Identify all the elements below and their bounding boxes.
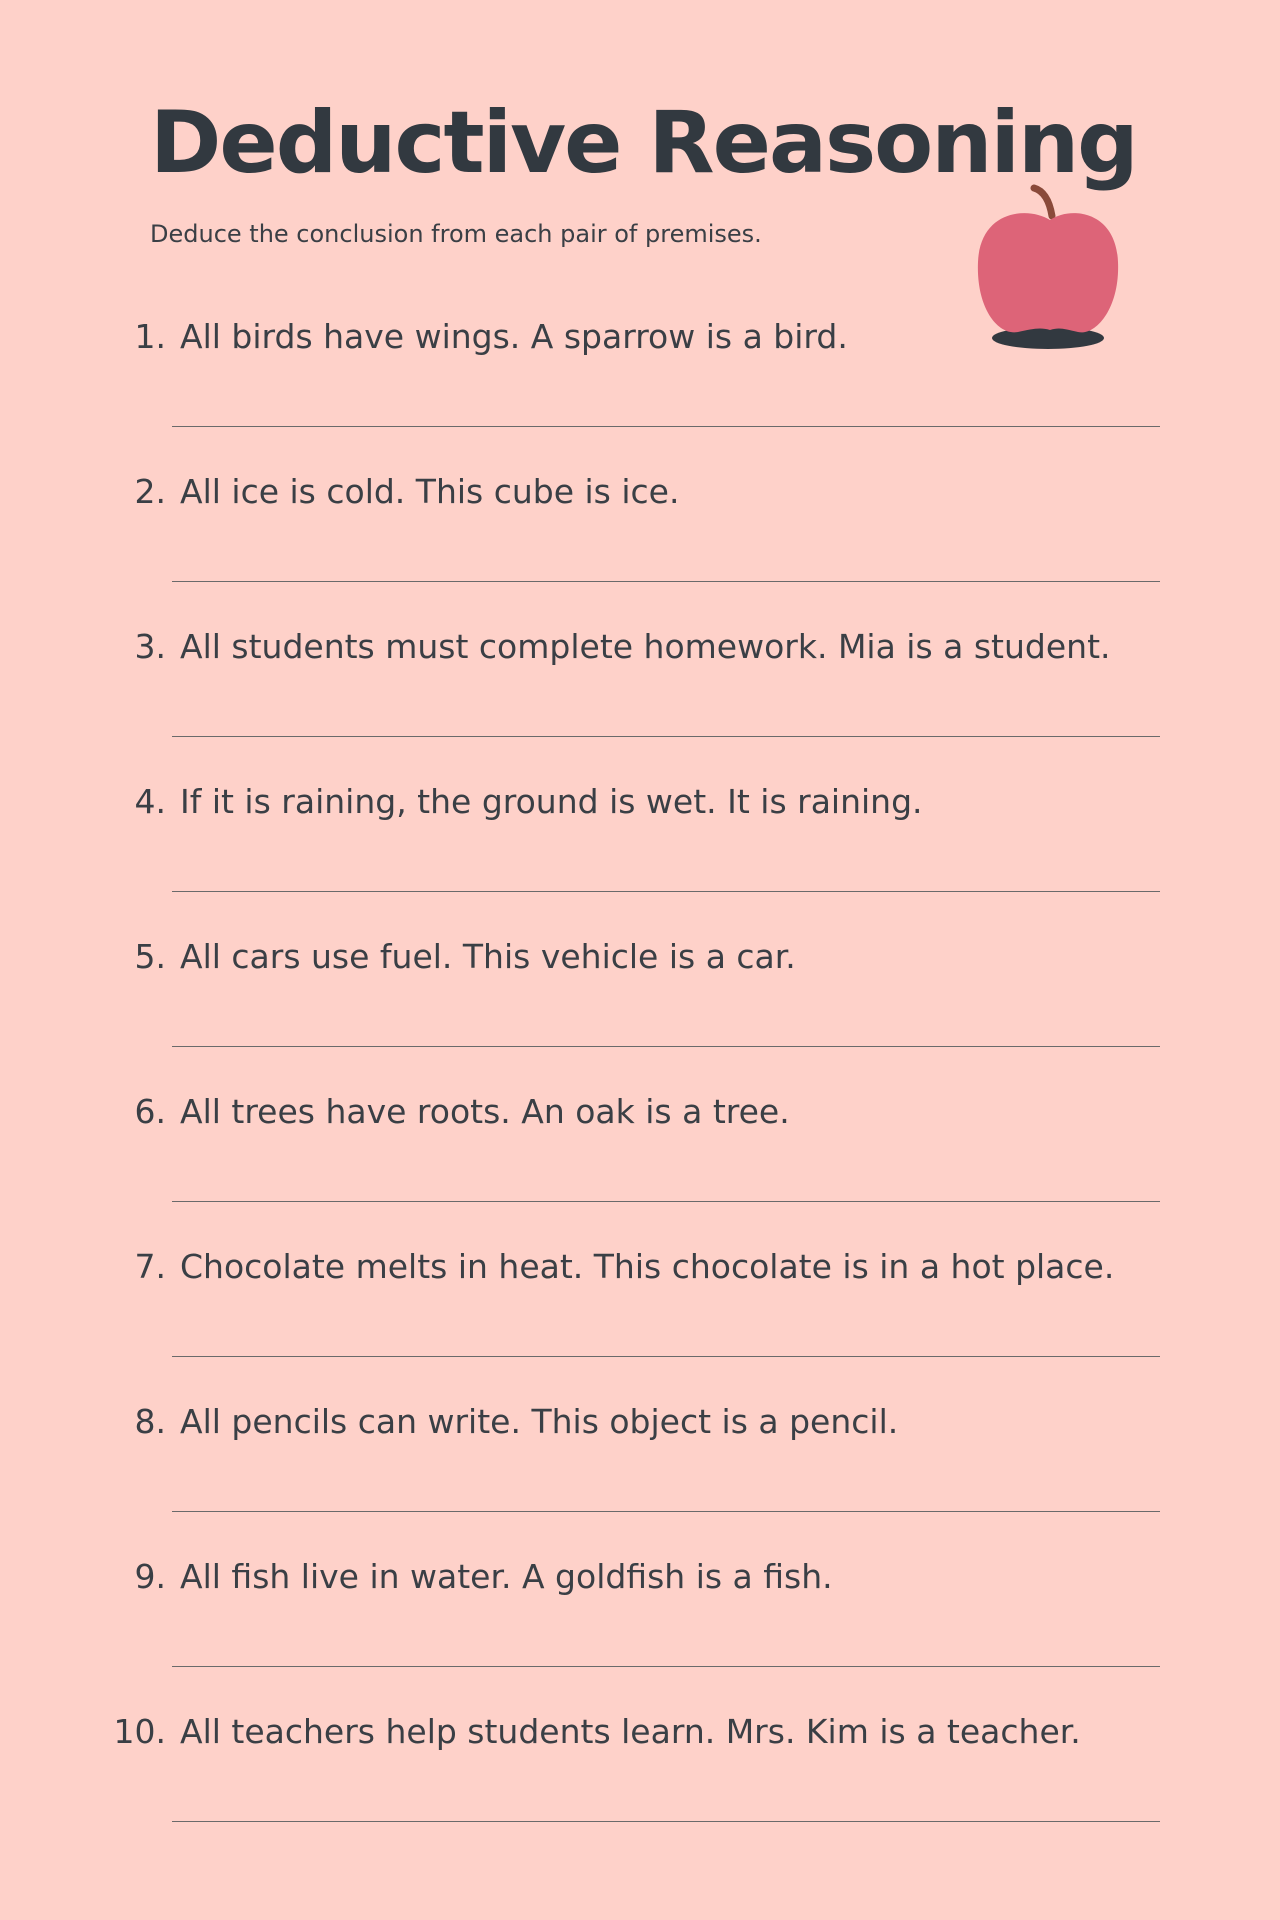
question-number: 1. — [134, 317, 166, 356]
question-text: If it is raining, the ground is wet. It is raining. — [180, 782, 923, 821]
question-number: 10. — [113, 1712, 166, 1751]
question-item — [0, 937, 1280, 1092]
question-number: 5. — [134, 937, 166, 976]
question-item — [0, 627, 1280, 782]
question-text: All cars use fuel. This vehicle is a car. — [180, 937, 796, 976]
page-title: Deductive Reasoning — [150, 93, 1137, 193]
answer-line[interactable] — [172, 1666, 1160, 1667]
answer-line[interactable] — [172, 426, 1160, 427]
question-number: 2. — [134, 472, 166, 511]
question-number: 9. — [134, 1557, 166, 1596]
question-item — [0, 1092, 1280, 1247]
answer-line[interactable] — [172, 736, 1160, 737]
question-item — [0, 317, 1280, 472]
question-number: 8. — [134, 1402, 166, 1441]
question-item — [0, 782, 1280, 937]
answer-line[interactable] — [172, 1046, 1160, 1047]
question-text: All ice is cold. This cube is ice. — [180, 472, 680, 511]
answer-line[interactable] — [172, 891, 1160, 892]
instructions: Deduce the conclusion from each pair of premises. — [150, 220, 762, 248]
question-text: All birds have wings. A sparrow is a bird. — [180, 317, 848, 356]
question-text: All fish live in water. A goldfish is a fish. — [180, 1557, 833, 1596]
question-number: 7. — [134, 1247, 166, 1286]
answer-line[interactable] — [172, 1511, 1160, 1512]
question-text: All teachers help students learn. Mrs. Kim is a teacher. — [180, 1712, 1081, 1751]
question-item — [0, 1712, 1280, 1867]
question-text: All students must complete homework. Mia is a student. — [180, 627, 1111, 666]
question-text: Chocolate melts in heat. This chocolate is in a hot place. — [180, 1247, 1115, 1286]
question-item — [0, 1557, 1280, 1712]
question-item — [0, 1247, 1280, 1402]
question-number: 6. — [134, 1092, 166, 1131]
question-number: 3. — [134, 627, 166, 666]
answer-line[interactable] — [172, 1201, 1160, 1202]
question-item — [0, 472, 1280, 627]
question-item — [0, 1402, 1280, 1557]
answer-line[interactable] — [172, 1356, 1160, 1357]
answer-line[interactable] — [172, 581, 1160, 582]
question-number: 4. — [134, 782, 166, 821]
question-text: All pencils can write. This object is a pencil. — [180, 1402, 899, 1441]
answer-line[interactable] — [172, 1821, 1160, 1822]
question-text: All trees have roots. An oak is a tree. — [180, 1092, 790, 1131]
